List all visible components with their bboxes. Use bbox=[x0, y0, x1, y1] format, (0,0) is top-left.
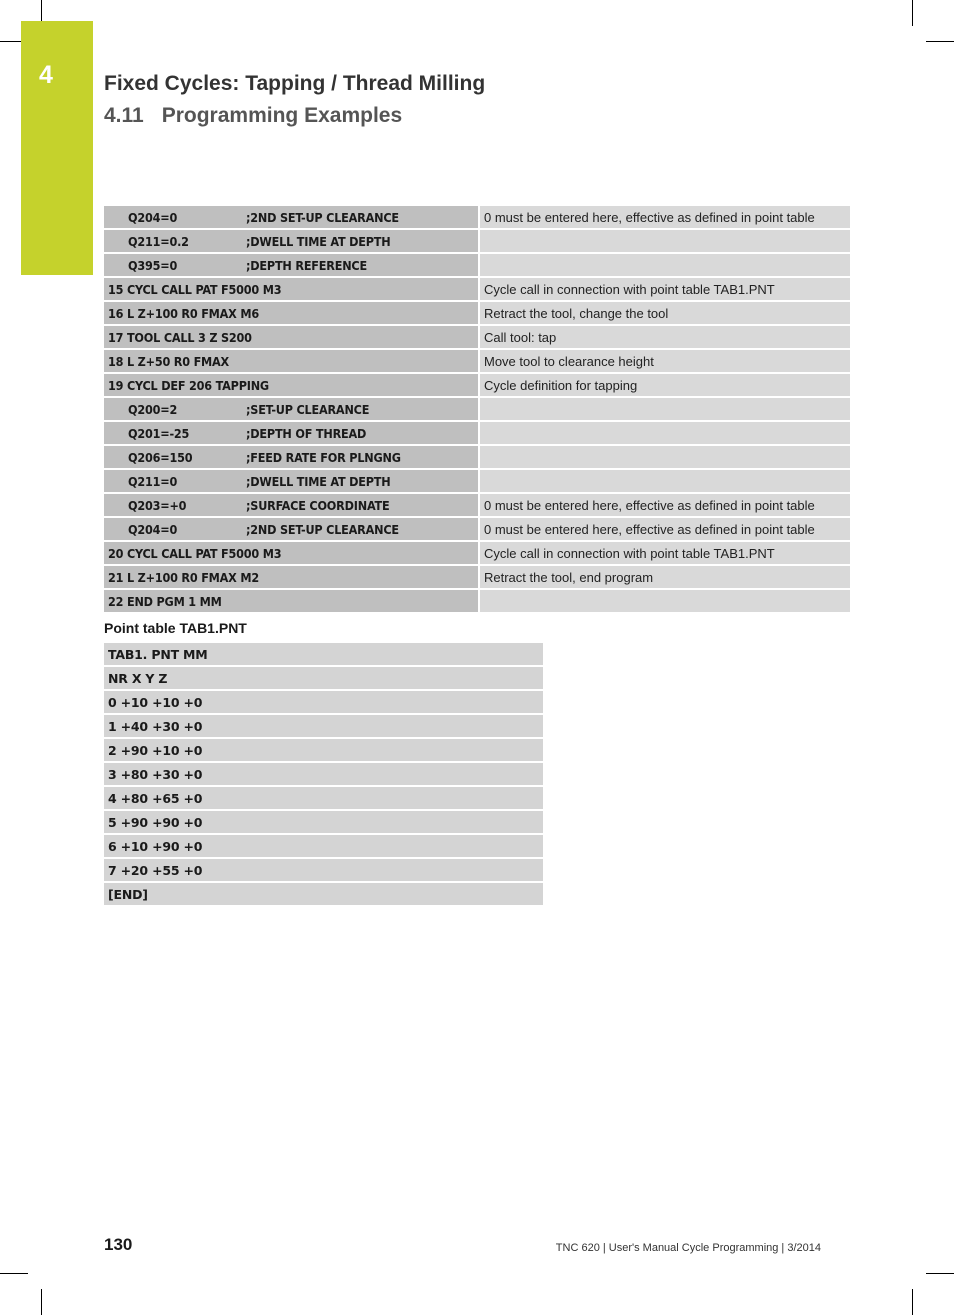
nc-block: 19 CYCL DEF 206 TAPPING bbox=[108, 377, 269, 393]
point-table-title: Point table TAB1.PNT bbox=[104, 620, 247, 636]
cycle-parameter: Q211=0.2 bbox=[128, 233, 189, 249]
cycle-parameter: Q204=0 bbox=[128, 521, 178, 537]
point-row bbox=[104, 810, 543, 834]
section-title bbox=[104, 104, 402, 128]
program-row bbox=[104, 565, 850, 589]
program-description: Move tool to clearance height bbox=[479, 349, 850, 373]
parameter-comment: ;DEPTH OF THREAD bbox=[246, 425, 367, 441]
parameter-comment: ;2ND SET-UP CLEARANCE bbox=[246, 209, 399, 225]
nc-block: 16 L Z+100 R0 FMAX M6 bbox=[108, 305, 259, 321]
point-cell: 6 +10 +90 +0 bbox=[104, 834, 543, 858]
nc-block: 18 L Z+50 R0 FMAX bbox=[108, 353, 230, 369]
program-row bbox=[104, 301, 850, 325]
crop-mark bbox=[912, 0, 913, 26]
program-row bbox=[104, 517, 850, 541]
program-description: Retract the tool, end program bbox=[479, 565, 850, 589]
point-row bbox=[104, 714, 543, 738]
chapter-title: Fixed Cycles: Tapping / Thread Milling bbox=[104, 72, 486, 95]
point-row bbox=[104, 882, 543, 906]
cycle-parameter: Q201=-25 bbox=[128, 425, 190, 441]
program-description: 0 must be entered here, effective as defined in point table bbox=[479, 206, 850, 229]
chapter-tab bbox=[21, 21, 93, 275]
cycle-parameter: Q206=150 bbox=[128, 449, 193, 465]
point-row bbox=[104, 834, 543, 858]
program-row bbox=[104, 469, 850, 493]
program-code-cell bbox=[104, 421, 479, 445]
crop-mark bbox=[0, 1273, 28, 1274]
nc-block: 20 CYCL CALL PAT F5000 M3 bbox=[108, 545, 282, 561]
program-description: Cycle call in connection with point table TAB1.PNT bbox=[479, 541, 850, 565]
program-description bbox=[479, 397, 850, 421]
cycle-parameter: Q203=+0 bbox=[128, 497, 187, 513]
program-code-cell bbox=[104, 469, 479, 493]
program-row bbox=[104, 397, 850, 421]
program-description bbox=[479, 421, 850, 445]
crop-mark bbox=[41, 1289, 42, 1315]
parameter-comment: ;SURFACE COORDINATE bbox=[246, 497, 390, 513]
point-cell: 2 +90 +10 +0 bbox=[104, 738, 543, 762]
point-table bbox=[104, 643, 543, 907]
point-cell: 0 +10 +10 +0 bbox=[104, 690, 543, 714]
program-code-cell bbox=[104, 301, 479, 325]
point-row bbox=[104, 786, 543, 810]
point-row bbox=[104, 738, 543, 762]
program-code-cell bbox=[104, 445, 479, 469]
program-table bbox=[104, 206, 850, 614]
section-number: 4.11 bbox=[104, 104, 144, 127]
program-row bbox=[104, 325, 850, 349]
cycle-parameter: Q200=2 bbox=[128, 401, 178, 417]
program-row bbox=[104, 349, 850, 373]
point-row bbox=[104, 858, 543, 882]
program-description bbox=[479, 445, 850, 469]
parameter-comment: ;DWELL TIME AT DEPTH bbox=[246, 233, 391, 249]
program-code-cell bbox=[104, 253, 479, 277]
footer-text: TNC 620 | User's Manual Cycle Programming | 3/2014 bbox=[555, 1242, 821, 1254]
point-cell: 5 +90 +90 +0 bbox=[104, 810, 543, 834]
program-description: Retract the tool, change the tool bbox=[479, 301, 850, 325]
crop-mark bbox=[926, 41, 954, 42]
program-code-cell bbox=[104, 206, 479, 229]
section-name: Programming Examples bbox=[161, 104, 403, 127]
point-cell: 4 +80 +65 +0 bbox=[104, 786, 543, 810]
program-row bbox=[104, 493, 850, 517]
nc-block: 17 TOOL CALL 3 Z S200 bbox=[108, 329, 252, 345]
program-description bbox=[479, 253, 850, 277]
program-code-cell bbox=[104, 589, 479, 613]
program-row bbox=[104, 206, 850, 229]
parameter-comment: ;FEED RATE FOR PLNGNG bbox=[246, 449, 401, 465]
program-row bbox=[104, 421, 850, 445]
program-row bbox=[104, 445, 850, 469]
parameter-comment: ;2ND SET-UP CLEARANCE bbox=[246, 521, 399, 537]
program-description bbox=[479, 589, 850, 613]
program-row bbox=[104, 229, 850, 253]
crop-mark bbox=[926, 1273, 954, 1274]
program-row bbox=[104, 589, 850, 613]
point-row bbox=[104, 690, 543, 714]
point-cell: 3 +80 +30 +0 bbox=[104, 762, 543, 786]
program-description: 0 must be entered here, effective as defined in point table bbox=[479, 493, 850, 517]
point-row bbox=[104, 666, 543, 690]
program-description: 0 must be entered here, effective as defined in point table bbox=[479, 517, 850, 541]
program-code-cell bbox=[104, 397, 479, 421]
program-code-cell bbox=[104, 493, 479, 517]
program-description bbox=[479, 229, 850, 253]
program-row bbox=[104, 541, 850, 565]
program-code-cell bbox=[104, 565, 479, 589]
program-code-cell bbox=[104, 541, 479, 565]
point-cell: NR X Y Z bbox=[104, 666, 543, 690]
program-code-cell bbox=[104, 325, 479, 349]
program-code-cell bbox=[104, 517, 479, 541]
point-cell: [END] bbox=[104, 882, 543, 906]
program-row bbox=[104, 373, 850, 397]
program-code-cell bbox=[104, 373, 479, 397]
point-cell: 1 +40 +30 +0 bbox=[104, 714, 543, 738]
program-description: Cycle definition for tapping bbox=[479, 373, 850, 397]
point-row bbox=[104, 643, 543, 666]
program-description: Cycle call in connection with point table TAB1.PNT bbox=[479, 277, 850, 301]
nc-block: 15 CYCL CALL PAT F5000 M3 bbox=[108, 281, 282, 297]
page-number: 130 bbox=[104, 1235, 133, 1254]
cycle-parameter: Q211=0 bbox=[128, 473, 178, 489]
program-code-cell bbox=[104, 229, 479, 253]
point-row bbox=[104, 762, 543, 786]
nc-block: 21 L Z+100 R0 FMAX M2 bbox=[108, 569, 259, 585]
program-code-cell bbox=[104, 277, 479, 301]
parameter-comment: ;SET-UP CLEARANCE bbox=[246, 401, 370, 417]
point-cell: 7 +20 +55 +0 bbox=[104, 858, 543, 882]
program-description: Call tool: tap bbox=[479, 325, 850, 349]
point-cell: TAB1. PNT MM bbox=[104, 643, 543, 666]
program-code-cell bbox=[104, 349, 479, 373]
program-description bbox=[479, 469, 850, 493]
parameter-comment: ;DWELL TIME AT DEPTH bbox=[246, 473, 391, 489]
chapter-number: 4 bbox=[39, 61, 53, 89]
parameter-comment: ;DEPTH REFERENCE bbox=[246, 257, 367, 273]
nc-block: 22 END PGM 1 MM bbox=[108, 593, 222, 609]
cycle-parameter: Q204=0 bbox=[128, 209, 178, 225]
program-row bbox=[104, 253, 850, 277]
cycle-parameter: Q395=0 bbox=[128, 257, 178, 273]
program-row bbox=[104, 277, 850, 301]
crop-mark bbox=[912, 1289, 913, 1315]
